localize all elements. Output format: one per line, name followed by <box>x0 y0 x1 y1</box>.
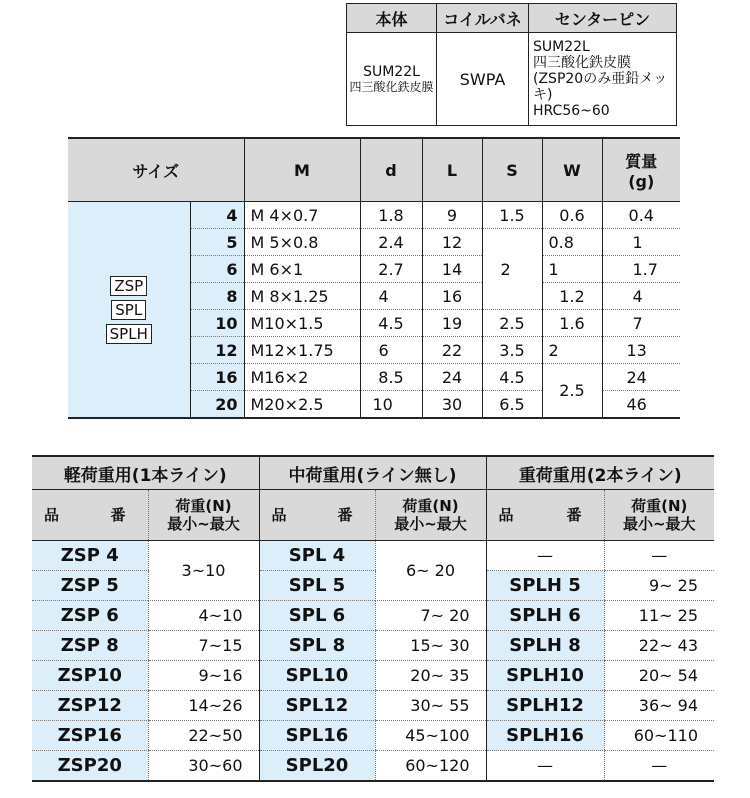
l-cell: 12 <box>422 229 482 256</box>
s-cell: 1.5 <box>482 202 542 229</box>
l-cell: 24 <box>422 364 482 391</box>
zsp-load: 14~26 <box>148 691 259 721</box>
splh-part: SPLH16 <box>486 721 604 751</box>
material-table <box>346 3 677 126</box>
zsp-part: ZSP 4 <box>32 541 148 571</box>
w-cell: 1.6 <box>542 310 602 337</box>
spl-part: SPL20 <box>259 751 375 782</box>
l-cell: 22 <box>422 337 482 364</box>
size-cell: 20 <box>190 391 244 419</box>
zsp-load: 7~15 <box>148 631 259 661</box>
spl-part: SPL16 <box>259 721 375 751</box>
material-pin-line3: (ZSP20のみ亜鉛メッキ) <box>533 71 668 103</box>
spl-load: 60~120 <box>375 751 486 782</box>
size-cell: 8 <box>190 283 244 310</box>
col-load-line1: 荷重(N) <box>175 497 232 515</box>
series-labels <box>68 202 190 419</box>
load-group-header-row <box>32 456 714 490</box>
size-header-mass-line2: (g) <box>628 172 655 191</box>
d-cell: 2.4 <box>360 229 422 256</box>
col-load-line2: 最小~最大 <box>394 515 467 533</box>
mass-cell: 1 <box>602 229 680 256</box>
splh-part: — <box>486 751 604 782</box>
col-part-char1: 品 <box>44 506 60 524</box>
material-body-line2: 四三酸化鉄皮膜 <box>349 79 434 94</box>
w-cell: 1 <box>542 256 602 283</box>
size-cell: 6 <box>190 256 244 283</box>
splh-load: 11~ 25 <box>604 601 714 631</box>
size-header-m: M <box>244 138 360 202</box>
col-load-medium <box>375 490 486 541</box>
size-cell: 5 <box>190 229 244 256</box>
m-cell: M16×2 <box>244 364 360 391</box>
zsp-part: ZSP 5 <box>32 571 148 601</box>
material-header-pin: センターピン <box>529 4 677 33</box>
load-row <box>32 661 714 691</box>
col-part-heavy <box>486 490 604 541</box>
col-load-line2: 最小~最大 <box>167 515 240 533</box>
size-cell: 10 <box>190 310 244 337</box>
mass-cell: 1.7 <box>602 256 680 283</box>
spl-load: 6~ 20 <box>375 541 486 601</box>
splh-part: SPLH 6 <box>486 601 604 631</box>
material-pin-line4: HRC56~60 <box>533 103 610 119</box>
size-row <box>68 202 680 229</box>
d-cell: 4.5 <box>360 310 422 337</box>
size-cell: 16 <box>190 364 244 391</box>
load-row <box>32 751 714 782</box>
w-cell: 1.2 <box>542 283 602 310</box>
spl-load: 45~100 <box>375 721 486 751</box>
spl-load: 7~ 20 <box>375 601 486 631</box>
splh-load: 22~ 43 <box>604 631 714 661</box>
mass-cell: 24 <box>602 364 680 391</box>
m-cell: M 6×1 <box>244 256 360 283</box>
l-cell: 30 <box>422 391 482 419</box>
material-pin-line1: SUM22L <box>533 39 590 55</box>
l-cell: 16 <box>422 283 482 310</box>
s-cell: 3.5 <box>482 337 542 364</box>
splh-part: SPLH12 <box>486 691 604 721</box>
zsp-part: ZSP 8 <box>32 631 148 661</box>
w-cell: 0.8 <box>542 229 602 256</box>
splh-load: 9~ 25 <box>604 571 714 601</box>
material-body-cell <box>347 33 437 126</box>
m-cell: M12×1.75 <box>244 337 360 364</box>
size-header-row <box>68 138 680 202</box>
col-load-line2: 最小~最大 <box>622 515 696 533</box>
col-load-heavy <box>604 490 714 541</box>
size-header-mass <box>602 138 680 202</box>
size-header-d: d <box>360 138 422 202</box>
splh-load: — <box>604 751 714 782</box>
spl-part: SPL10 <box>259 661 375 691</box>
spl-load: 15~ 30 <box>375 631 486 661</box>
zsp-part: ZSP10 <box>32 661 148 691</box>
material-pin-line2: 四三酸化鉄皮膜 <box>533 55 631 71</box>
zsp-part: ZSP 6 <box>32 601 148 631</box>
material-coil-cell: SWPA <box>437 33 529 126</box>
zsp-load: 9~16 <box>148 661 259 691</box>
series-label-splh: SPLH <box>106 324 152 344</box>
size-table <box>68 137 680 419</box>
mass-cell: 13 <box>602 337 680 364</box>
size-header-mass-line1: 質量 <box>625 152 658 171</box>
d-cell: 4 <box>360 283 422 310</box>
spl-load: 30~ 55 <box>375 691 486 721</box>
group-heavy: 重荷重用(2本ライン) <box>486 456 714 490</box>
d-cell: 8.5 <box>360 364 422 391</box>
zsp-load: 3~10 <box>148 541 259 601</box>
mass-cell: 46 <box>602 391 680 419</box>
splh-part: SPLH10 <box>486 661 604 691</box>
mass-cell: 4 <box>602 283 680 310</box>
l-cell: 14 <box>422 256 482 283</box>
splh-part: SPLH 5 <box>486 571 604 601</box>
col-part-char1: 品 <box>271 506 287 524</box>
mass-cell: 7 <box>602 310 680 337</box>
size-cell: 4 <box>190 202 244 229</box>
spl-part: SPL 8 <box>259 631 375 661</box>
group-light: 軽荷重用(1本ライン) <box>32 456 259 490</box>
splh-part: — <box>486 541 604 571</box>
d-cell: 1.8 <box>360 202 422 229</box>
col-load-light <box>148 490 259 541</box>
load-row <box>32 691 714 721</box>
load-row <box>32 571 714 601</box>
m-cell: M10×1.5 <box>244 310 360 337</box>
splh-load: 60~110 <box>604 721 714 751</box>
zsp-part: ZSP20 <box>32 751 148 782</box>
spl-part: SPL 5 <box>259 571 375 601</box>
group-medium: 中荷重用(ライン無し) <box>259 456 486 490</box>
w-cell: 0.6 <box>542 202 602 229</box>
size-header-l: L <box>422 138 482 202</box>
col-part-char1: 品 <box>498 506 514 524</box>
series-label-zsp: ZSP <box>110 276 147 296</box>
col-load-line1: 荷重(N) <box>402 497 459 515</box>
splh-load: 36~ 94 <box>604 691 714 721</box>
splh-load: 20~ 54 <box>604 661 714 691</box>
load-row <box>32 721 714 751</box>
spl-part: SPL 6 <box>259 601 375 631</box>
w-cell: 2.5 <box>542 364 602 419</box>
spl-part: SPL12 <box>259 691 375 721</box>
mass-cell: 0.4 <box>602 202 680 229</box>
l-cell: 9 <box>422 202 482 229</box>
col-load-line1: 荷重(N) <box>631 497 688 515</box>
size-header-w: W <box>542 138 602 202</box>
m-cell: M 8×1.25 <box>244 283 360 310</box>
zsp-load: 30~60 <box>148 751 259 782</box>
col-part-char2: 番 <box>110 506 126 524</box>
s-cell: 6.5 <box>482 391 542 419</box>
material-body-line1: SUM22L <box>363 63 420 80</box>
s-cell: 2 <box>482 229 542 310</box>
s-cell: 2.5 <box>482 310 542 337</box>
d-cell: 2.7 <box>360 256 422 283</box>
load-row <box>32 631 714 661</box>
size-cell: 12 <box>190 337 244 364</box>
size-header-s: S <box>482 138 542 202</box>
col-part-medium <box>259 490 375 541</box>
load-row <box>32 541 714 571</box>
spl-part: SPL 4 <box>259 541 375 571</box>
d-cell: 10 <box>360 391 422 419</box>
zsp-load: 22~50 <box>148 721 259 751</box>
col-part-char2: 番 <box>337 506 353 524</box>
l-cell: 19 <box>422 310 482 337</box>
material-header-coil: コイルバネ <box>437 4 529 33</box>
load-table <box>32 455 714 782</box>
load-row <box>32 601 714 631</box>
m-cell: M 4×0.7 <box>244 202 360 229</box>
m-cell: M 5×0.8 <box>244 229 360 256</box>
d-cell: 6 <box>360 337 422 364</box>
spl-load: 20~ 35 <box>375 661 486 691</box>
material-header-body: 本体 <box>347 4 437 33</box>
w-cell: 2 <box>542 337 602 364</box>
load-col-header-row <box>32 490 714 541</box>
material-pin-cell <box>529 33 677 126</box>
splh-part: SPLH 8 <box>486 631 604 661</box>
s-cell: 4.5 <box>482 364 542 391</box>
zsp-load: 4~10 <box>148 601 259 631</box>
size-header-size: サイズ <box>68 138 244 202</box>
zsp-part: ZSP12 <box>32 691 148 721</box>
series-label-spl: SPL <box>111 300 146 320</box>
zsp-part: ZSP16 <box>32 721 148 751</box>
col-part-char2: 番 <box>566 506 582 524</box>
splh-load: — <box>604 541 714 571</box>
col-part-light <box>32 490 148 541</box>
m-cell: M20×2.5 <box>244 391 360 419</box>
